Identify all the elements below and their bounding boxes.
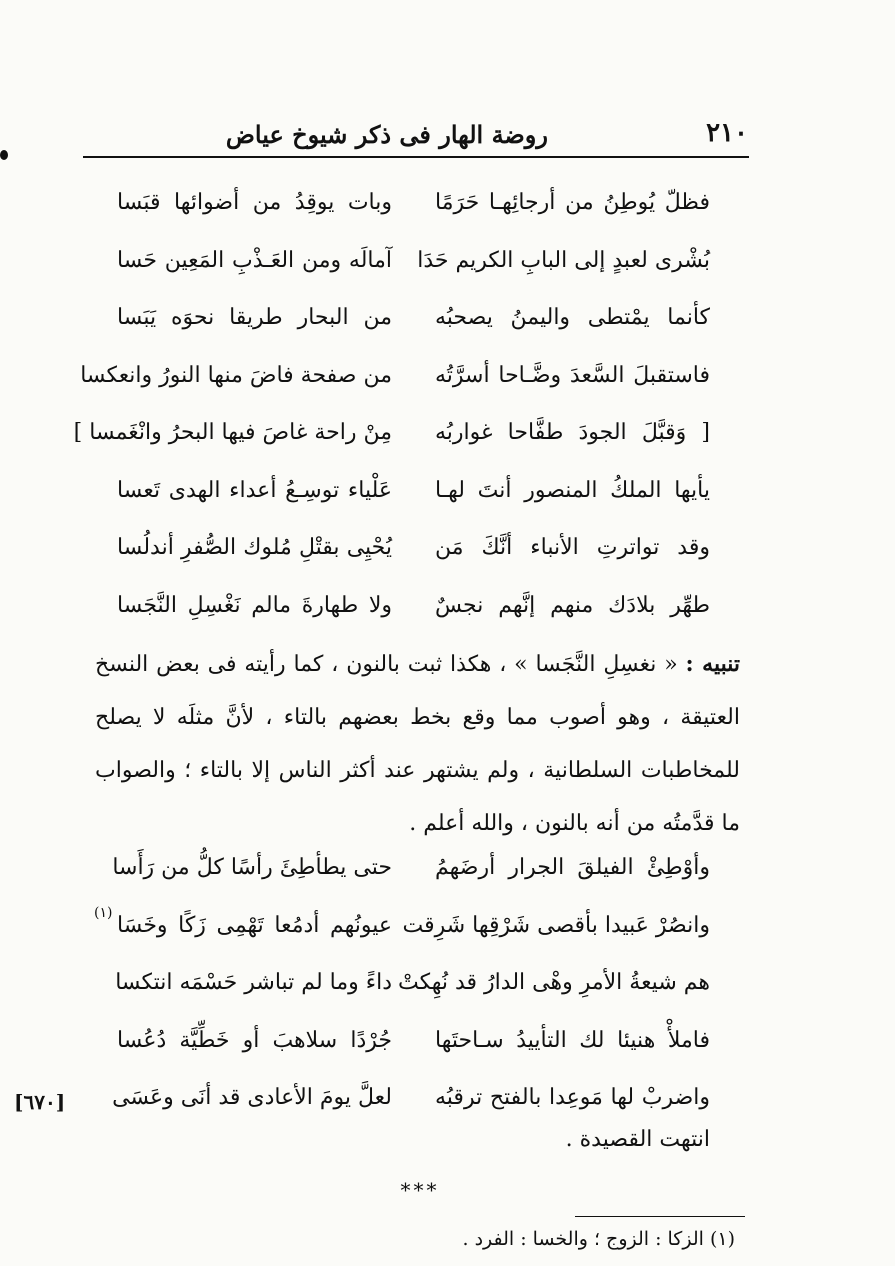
first-hemistich: هم شيعةُ الأمرِ وهْى الدارُ قد نُهِكتْ bbox=[397, 970, 710, 995]
second-hemistich: مِنْ راحة غاصَ فيها البحرُ وانْغَمسا ] bbox=[73, 420, 392, 445]
section-separator: *** bbox=[400, 1178, 440, 1202]
poem-block-top bbox=[73, 190, 710, 650]
first-hemistich: وانصُرْ عَبيدا بأقصى شَرْقِها شَرِقت bbox=[402, 912, 710, 938]
footnote: (١) الزكا : الزوج ؛ والخسا : الفرد . bbox=[462, 1228, 735, 1250]
second-hemistich: من البحار طريقا نحوَه يَبَسا bbox=[117, 305, 392, 330]
note-label: تنبيه : bbox=[685, 651, 740, 677]
second-hemistich: يُحْيِى بقتْلِ مُلوك الصُّفرِ أندلُسا bbox=[117, 535, 392, 560]
page-number: ٢١٠ bbox=[706, 118, 748, 148]
section-title: روضة الهار فى ذكر شيوخ عياض bbox=[225, 120, 548, 149]
verse-line bbox=[110, 190, 710, 248]
verse-line bbox=[110, 913, 710, 971]
first-hemistich: كأنما يمْتطى واليمنُ يصحبُه bbox=[435, 305, 710, 330]
second-hemistich: جُرْدًا سلاهبَ أو خَطِّيَّة دُعُسا bbox=[117, 1027, 392, 1053]
verse-line bbox=[110, 478, 710, 536]
second-hemistich: داءً وما لم تباشر حَسْمَه انتكسا bbox=[115, 970, 392, 995]
running-head bbox=[85, 118, 748, 158]
poem-block-bottom bbox=[110, 855, 710, 1143]
second-hemistich: حتى يطأطِئَ رأسًا كلُّ من رَأَسا bbox=[112, 855, 392, 880]
closing-line: انتهت القصيدة . bbox=[565, 1127, 710, 1152]
first-hemistich: وأوْطِئْ الفيلقَ الجرار أرضَهمُ bbox=[435, 855, 710, 880]
verse-line bbox=[110, 970, 710, 1028]
verse-line bbox=[110, 855, 710, 913]
margin-mark bbox=[0, 150, 8, 160]
verse-line bbox=[110, 248, 710, 306]
margin-reference: [٦٧٠] bbox=[14, 1090, 66, 1114]
first-hemistich: وقد تواترتِ الأنباء أنَّكَ مَن bbox=[435, 535, 710, 560]
first-hemistich: بُشْرى لعبدٍ إلى البابِ الكريم حَدَا bbox=[417, 247, 710, 273]
first-hemistich: [ وَقبَّلَ الجودَ طفَّاحا غواربُه bbox=[435, 420, 710, 445]
verse-line bbox=[110, 305, 710, 363]
second-hemistich: ولا طهارةَ مالم نَغْسِلِ النَّجَسا bbox=[117, 592, 392, 618]
verse-line bbox=[110, 1028, 710, 1086]
first-hemistich: فظلّ يُوطِنُ من أرجائِهـا حَرَمًا bbox=[435, 190, 710, 215]
first-hemistich: طهِّر بلادَك منهم إنَّهم نجسٌ bbox=[435, 592, 710, 618]
header-rule bbox=[83, 156, 749, 158]
footnote-marker: (١) bbox=[94, 905, 113, 921]
editorial-note bbox=[95, 638, 740, 850]
second-hemistich: لعلَّ يومَ الأعادى قد أنَى وعَسَى bbox=[112, 1085, 392, 1110]
second-hemistich: وبات يوقِدُ من أضوائها قبَسا bbox=[117, 190, 392, 215]
note-text: « نغسِلِ النَّجَسا » ، هكذا ثبت بالنون ، كما رأيته فى بعض النسخ العتيقة ، وهو أصوب مما وقع بخط بعضهم بالتاء ، لأنَّ مثلَه لا يصلح للمخاطبات السلطانية ، ولم يشتهر عند أكثر الناس إلا بالتاء ؛ والصواب ما قدَّمتُه من أنه بالنون ، والله أعلم . bbox=[95, 652, 740, 836]
first-hemistich: فاستقبلَ السَّعدَ وضَّـاحا أسرَّتُه bbox=[435, 362, 710, 388]
verse-line bbox=[73, 420, 710, 478]
second-hemistich: من صفحة فاضَ منها النورُ وانعكسا bbox=[80, 362, 392, 388]
first-hemistich: فاملأْ هنيئا لك التأييدُ سـاحتَها bbox=[435, 1027, 710, 1053]
second-hemistich: عيونُهم أدمُعا تَهْمِى زَكًا وخَسَا bbox=[117, 912, 392, 938]
first-hemistich: يأيها الملكُ المنصور أنتَ لهـا bbox=[435, 477, 710, 503]
second-hemistich: آمالَه ومن العَـذْبِ المَعِين حَسا bbox=[117, 247, 392, 273]
footnote-rule bbox=[575, 1216, 745, 1217]
first-hemistich: واضربْ لها مَوعِدا بالفتح ترقبُه bbox=[435, 1085, 710, 1110]
verse-line bbox=[110, 535, 710, 593]
second-hemistich: عَلْياء توسِـعُ أعداء الهدى تَعسا bbox=[117, 477, 392, 503]
verse-line bbox=[80, 362, 710, 421]
